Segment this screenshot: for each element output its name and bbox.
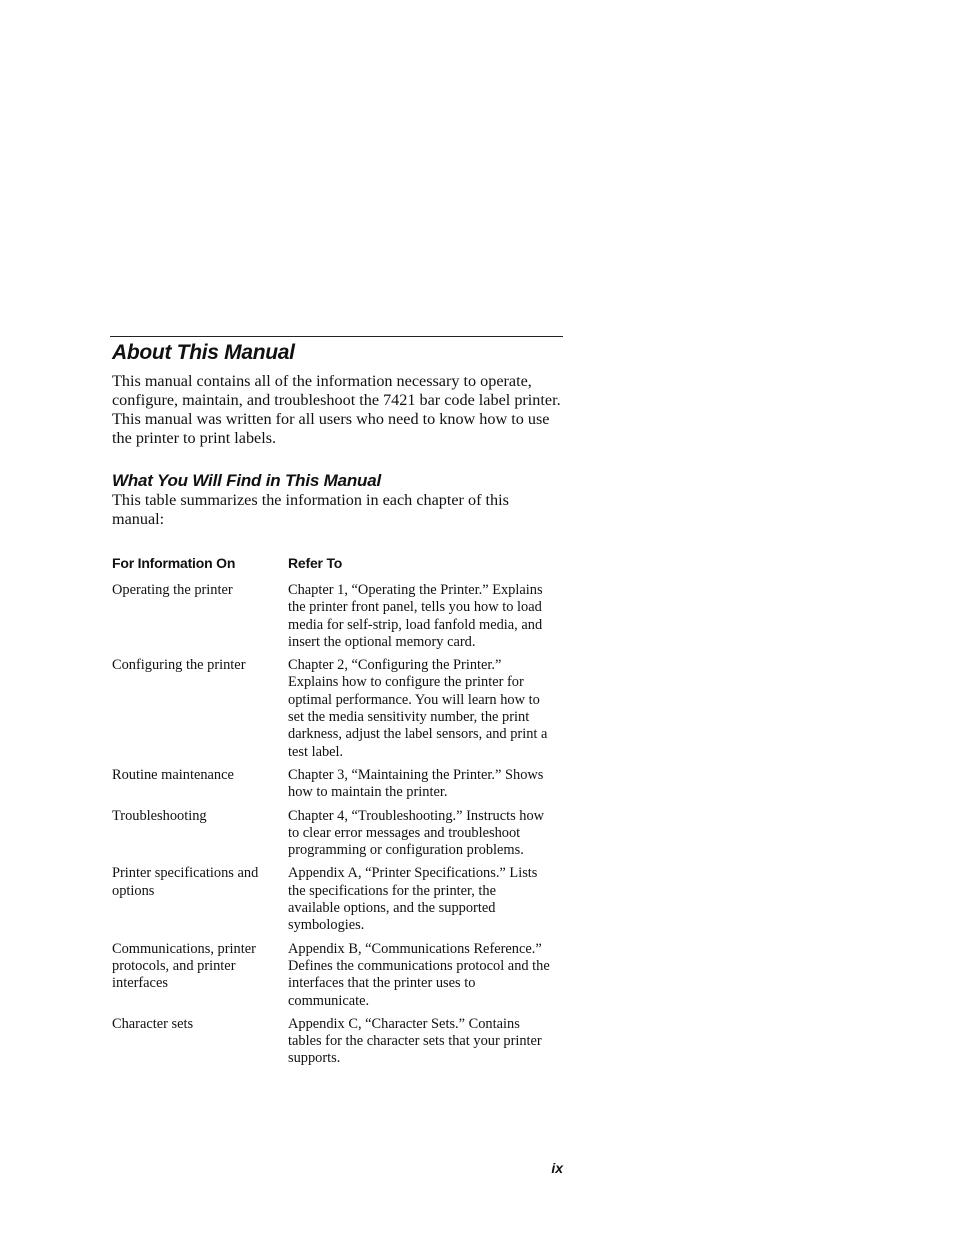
row-topic: Character sets [112, 1015, 194, 1032]
row-topic: Communications, printer protocols, and printer interfaces [112, 940, 256, 992]
row-reference: Appendix B, “Communications Reference.” Defines the communications protocol and the interfaces that the printer uses to communicate. [288, 940, 550, 1009]
table-row [112, 941, 563, 1010]
header-for-information-on: For Information On [112, 555, 236, 571]
summary-paragraph: This table summarizes the information in each chapter of this manual: [112, 491, 509, 528]
row-topic: Routine maintenance [112, 766, 234, 783]
row-reference: Chapter 4, “Troubleshooting.” Instructs how to clear error messages and troubleshoot programming or configuration problems. [288, 807, 545, 859]
row-topic: Configuring the printer [112, 657, 246, 674]
row-topic: Operating the printer [112, 582, 233, 598]
table-header [112, 554, 563, 572]
row-reference: Chapter 2, “Configuring the Printer.” Explains how to configure the printer for optimal performance. You will learn how to set the media sensitivity number, the print darkness, adjust the label sensors, and print a test label. [288, 657, 548, 760]
subsection-title: What You Will Find in This Manual [112, 471, 382, 490]
row-topic: Troubleshooting [112, 807, 207, 824]
header-refer-to: Refer To [288, 555, 343, 571]
section-title: About This Manual [112, 341, 295, 364]
table-row [112, 582, 563, 651]
table-row [112, 808, 563, 860]
row-reference: Appendix C, “Character Sets.” Contains tables for the character sets that your printer supports. [288, 1015, 542, 1067]
row-reference: Chapter 1, “Operating the Printer.” Explains the printer front panel, tells you how to load media for self-strip, load fanfold media, and insert the optional memory card. [288, 582, 543, 650]
table-row [112, 1016, 563, 1068]
table-row [112, 865, 563, 934]
row-reference: Appendix A, “Printer Specifications.” Lists the specifications for the printer, the available options, and the supported symbologies. [288, 865, 538, 934]
row-topic: Printer specifications and options [112, 865, 259, 899]
table-row [112, 657, 563, 761]
page-content [112, 337, 563, 1074]
intro-paragraph: This manual contains all of the information necessary to operate, configure, maintain, and troubleshoot the 7421 bar code label printer. This manual was written for all users who need to know how to use the printer to print labels. [112, 372, 561, 447]
page-number: ix [551, 1160, 563, 1176]
chapter-summary-table [112, 554, 563, 1068]
row-reference: Chapter 3, “Maintaining the Printer.” Shows how to maintain the printer. [288, 766, 544, 801]
table-row [112, 767, 563, 802]
